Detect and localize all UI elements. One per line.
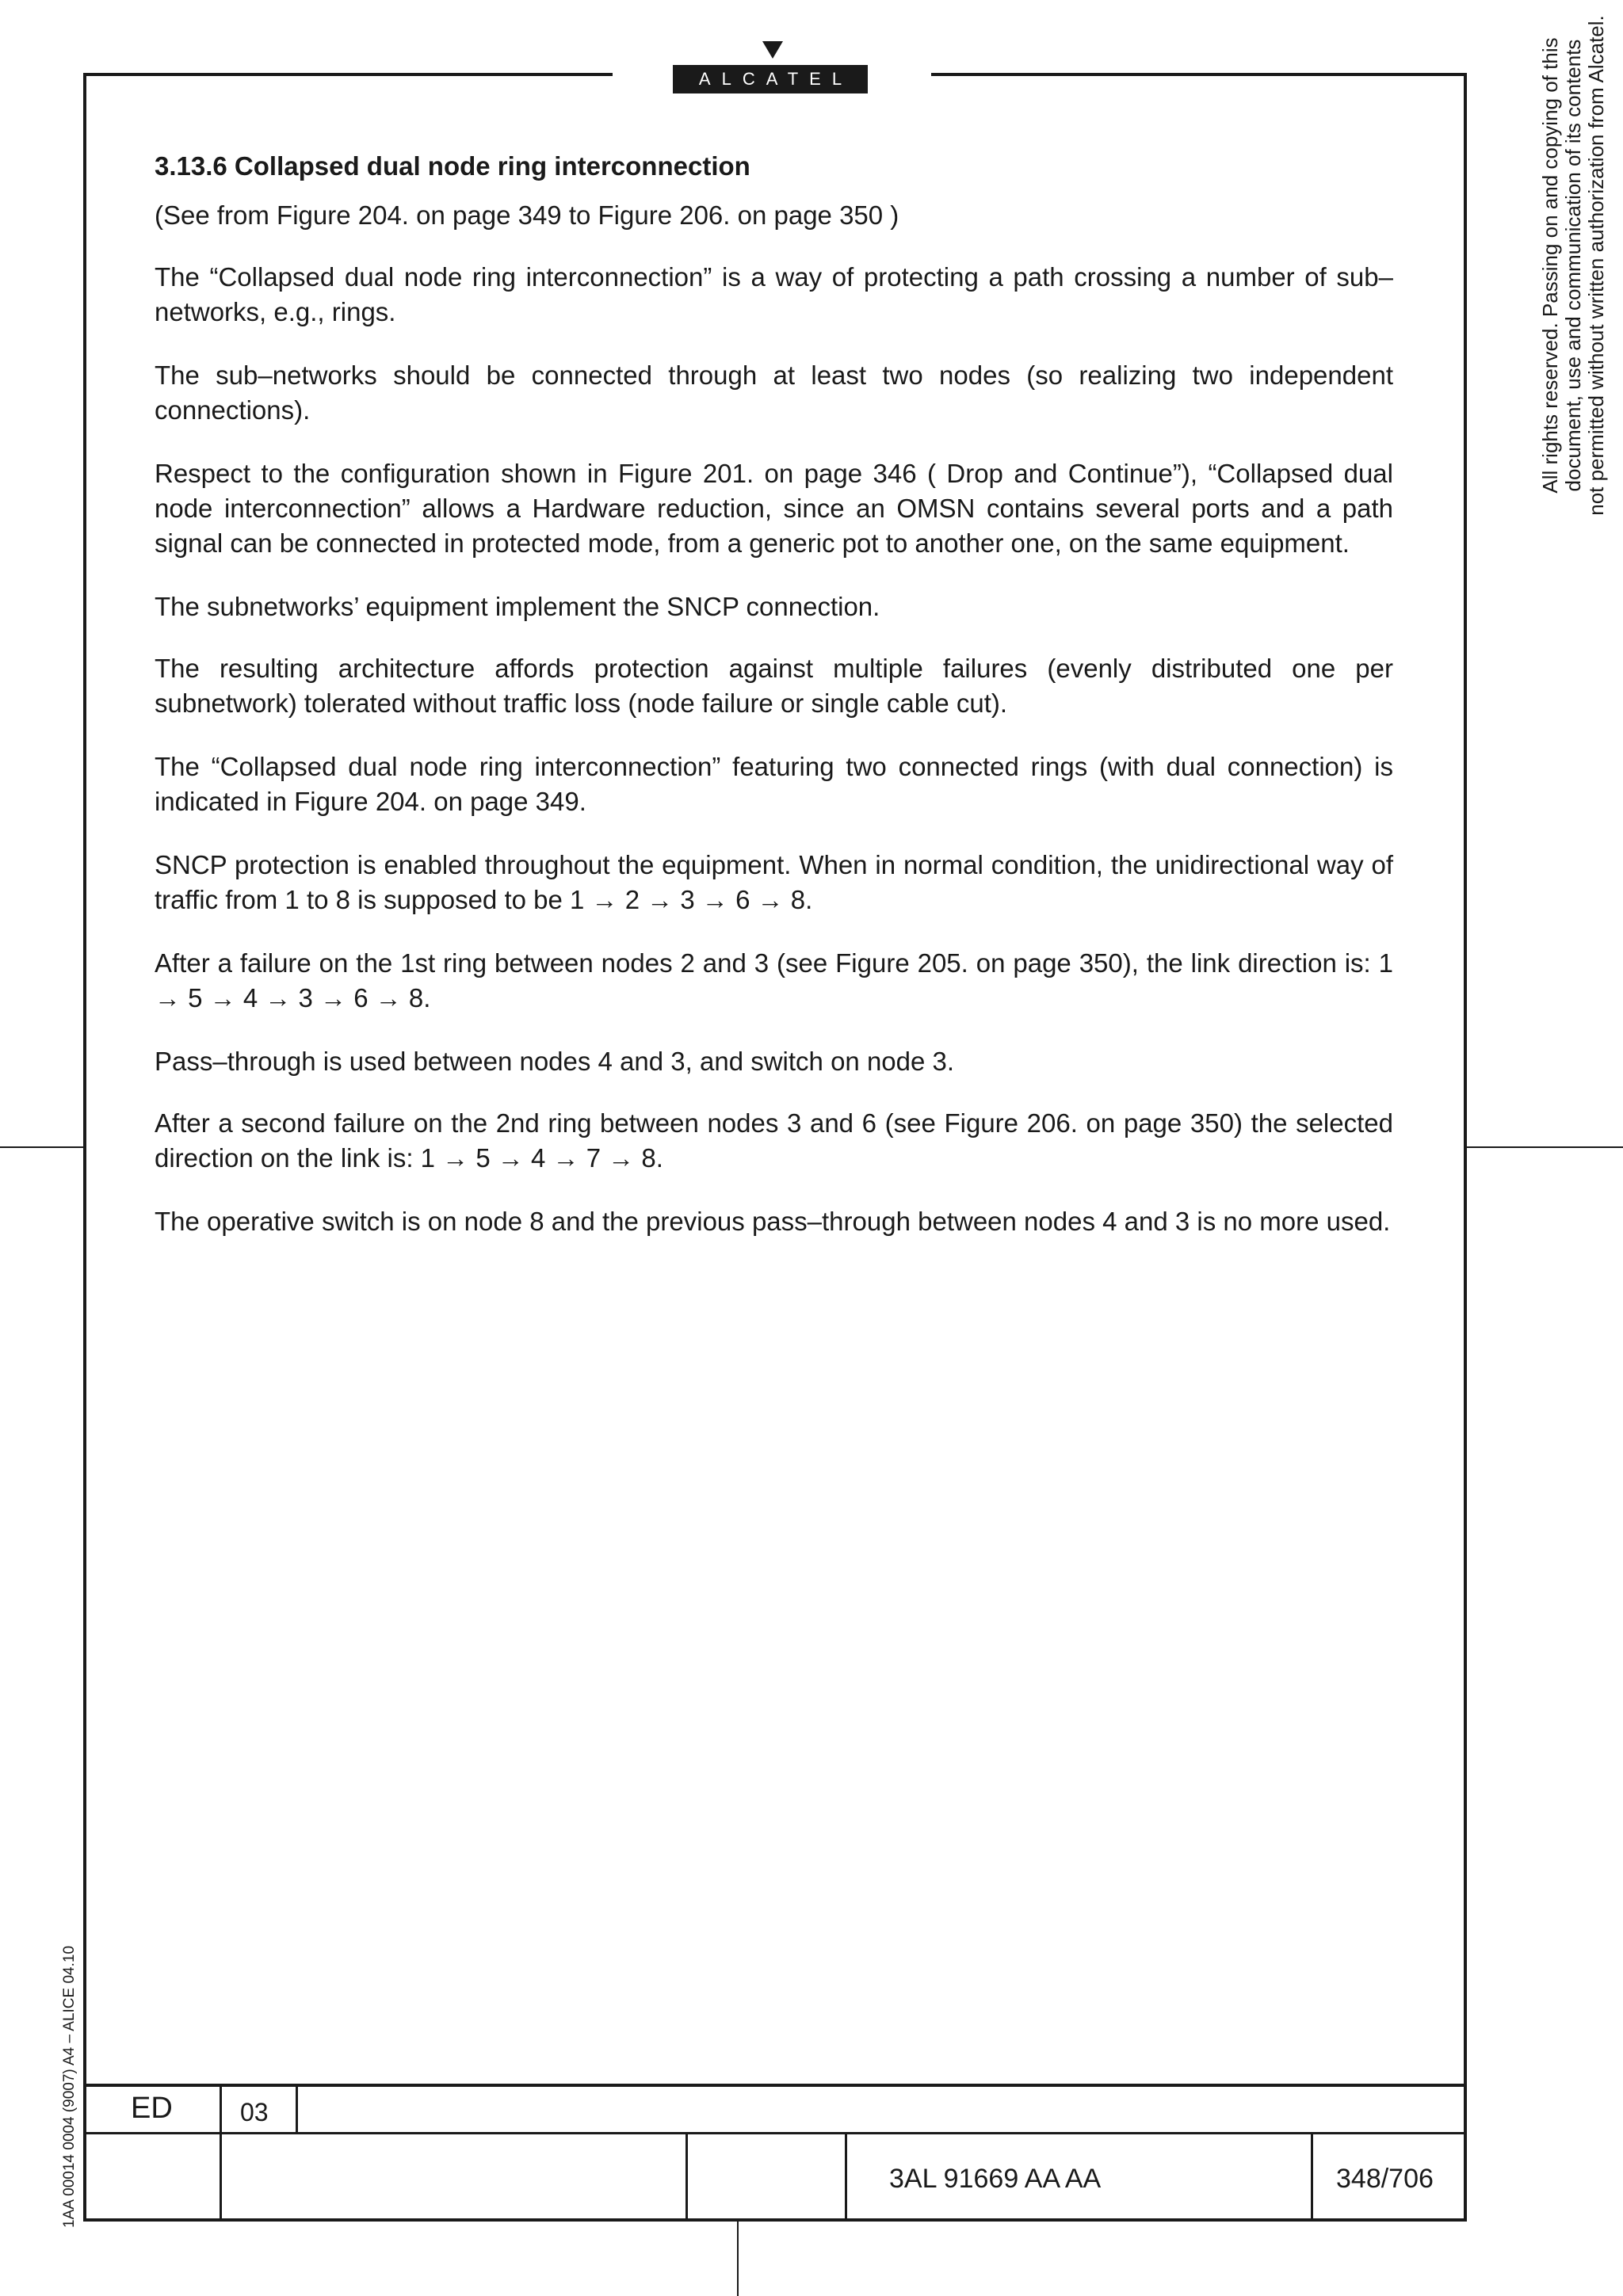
form-reference: 1AA 00014 0004 (9007) A4 – ALICE 04.10 [61, 1945, 78, 2228]
fold-mark-bottom [737, 2222, 739, 2296]
footer-line-top [83, 2084, 1467, 2087]
footer-line-mid [83, 2132, 1467, 2134]
copyright-line-3: not permitted without written authorization from Alcatel. [1584, 15, 1608, 516]
section-heading: 3.13.6 Collapsed dual node ring interconnection [155, 151, 750, 181]
footer-page-number: 348/706 [1336, 2164, 1434, 2194]
paragraph-pass-through: Pass–through is used between nodes 4 and 3, and switch on node 3. [155, 1047, 955, 1076]
copyright-line-1: All rights reserved. Passing on and copying of this [1538, 37, 1562, 494]
footer-divider-3 [685, 2132, 688, 2220]
footer-doc-number: 3AL 91669 AA AA [889, 2164, 1102, 2194]
frame-top-right [931, 73, 1467, 76]
fold-mark-left [0, 1146, 83, 1148]
footer-divider-4 [845, 2132, 847, 2220]
paragraph-first-failure: After a failure on the 1st ring between nodes 2 and 3 (see Figure 205. on page 350), the link direction is: 1 → 5 → 4 → 3 → 6 → 8. [155, 948, 1393, 1013]
footer-divider-1 [220, 2084, 222, 2220]
frame-left [83, 73, 86, 2222]
paragraph-operative-switch: The operative switch is on node 8 and the previous pass–through between nodes 4 and 3 is no more used. [155, 1207, 1391, 1236]
copyright-notice [1539, 0, 1608, 531]
frame-bottom [83, 2218, 1467, 2222]
document-body [155, 144, 1393, 1266]
logo-triangle-icon [762, 41, 783, 59]
paragraph-subnetworks: The sub–networks should be connected through at least two nodes (so realizing two independent connections). [155, 360, 1393, 425]
paragraph-configuration: Respect to the configuration shown in Figure 201. on page 346 ( Drop and Continue”), “Collapsed dual node interconnection” allows a Hardware reduction, since an OMSN contains several ports and a path signal can be connected in protected mode, from a generic pot to another one, on the same equipment. [155, 459, 1393, 558]
paragraph-sncp-connection: The subnetworks’ equipment implement the SNCP connection. [155, 592, 880, 621]
paragraph-architecture: The resulting architecture affords protection against multiple failures (evenly distributed one per subnetwork) tolerated without traffic loss (node failure or single cable cut). [155, 654, 1393, 718]
paragraph-connected-rings: The “Collapsed dual node ring interconnection” featuring two connected rings (with dual connection) is indicated in Figure 204. on page 349. [155, 752, 1393, 816]
alcatel-logo: ALCATEL [673, 65, 868, 93]
footer-ed-value: 03 [240, 2098, 269, 2126]
paragraph-see-figures: (See from Figure 204. on page 349 to Figure 206. on page 350 ) [155, 200, 899, 230]
copyright-line-2: document, use and communication of its contents [1561, 39, 1585, 492]
footer-divider-2 [296, 2084, 298, 2133]
frame-top-left [83, 73, 613, 76]
footer-divider-5 [1311, 2132, 1313, 2220]
footer-ed-label: ED [131, 2092, 173, 2125]
paragraph-normal-condition: SNCP protection is enabled throughout the equipment. When in normal condition, the unidirectional way of traffic from 1 to 8 is supposed to be 1 → 2 → 3 → 6 → 8. [155, 850, 1393, 914]
paragraph-intro: The “Collapsed dual node ring interconnection” is a way of protecting a path crossing a number of sub–networks, e.g., rings. [155, 262, 1393, 326]
paragraph-second-failure: After a second failure on the 2nd ring between nodes 3 and 6 (see Figure 206. on page 350) the selected direction on the link is: 1 → 5 → 4 → 7 → 8. [155, 1108, 1393, 1173]
fold-mark-right [1467, 1146, 1623, 1148]
